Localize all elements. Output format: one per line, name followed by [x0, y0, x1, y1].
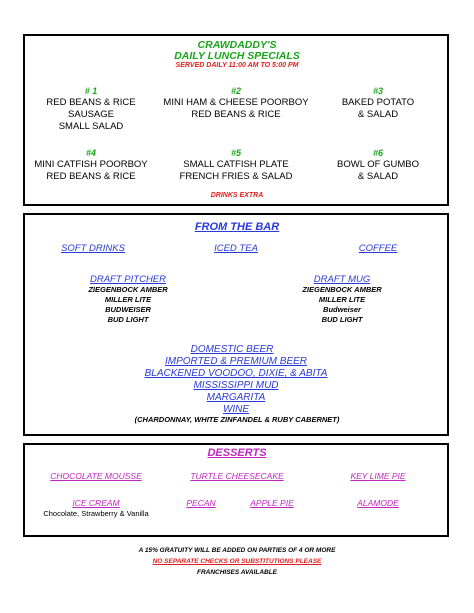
bar-title: FROM THE BAR — [194, 221, 280, 233]
soft-drinks-item: SOFT DRINKS — [61, 243, 125, 254]
special-1-number: # 1 — [84, 86, 98, 96]
special-4-line-1: MINI CATFISH POORBOY — [34, 159, 148, 170]
special-2-number: #2 — [230, 86, 242, 96]
wine-note: (CHARDONNAY, WHITE ZINFANDEL & RUBY CABERNET) — [134, 415, 340, 424]
dessert-turtle-cheesecake: TURTLE CHEESECAKE — [190, 471, 284, 481]
special-4-number: #4 — [85, 148, 97, 158]
specials-title: DAILY LUNCH SPECIALS — [174, 50, 300, 62]
dessert-apple-pie: APPLE PIE — [250, 498, 294, 508]
draft-pitcher-label: DRAFT PITCHER — [90, 274, 166, 285]
draft-pitcher-beer: BUD LIGHT — [107, 315, 149, 324]
special-6-line-2: & SALAD — [357, 171, 399, 182]
imported-beer-item: IMPORTED & PREMIUM BEER — [164, 356, 308, 367]
restaurant-title: CRAWDADDY'S — [197, 39, 277, 51]
dessert-ice-cream: ICE CREAM — [72, 498, 120, 508]
margarita-item: MARGARITA — [206, 392, 266, 403]
special-3-line-1: BAKED POTATO — [341, 97, 415, 108]
draft-mug-label: DRAFT MUG — [313, 274, 371, 285]
dessert-chocolate-mousse: CHOCOLATE MOUSSE — [50, 471, 142, 481]
special-4-line-2: RED BEANS & RICE — [46, 171, 136, 182]
dessert-key-lime-pie: KEY LIME PIE — [350, 471, 406, 481]
drinks-extra-note: DRINKS EXTRA — [210, 192, 264, 199]
special-2-line-1: MINI HAM & CHEESE POORBOY — [163, 97, 309, 108]
special-5-number: #5 — [230, 148, 242, 158]
local-beer-item: BLACKENED VOODOO, DIXIE, & ABITA — [144, 368, 328, 379]
no-separate-checks-note: NO SEPARATE CHECKS OR SUBSTITUTIONS PLEASE — [152, 558, 322, 565]
coffee-item: COFFEE — [358, 243, 398, 254]
draft-mug-beer: Budweiser — [323, 305, 361, 314]
desserts-title: DESSERTS — [207, 447, 267, 459]
dessert-alamode: ALAMODE — [357, 498, 399, 508]
mississippi-mud-item: MISSISSIPPI MUD — [193, 380, 279, 391]
franchises-note: FRANCHISES AVAILABLE — [196, 569, 278, 576]
special-6-number: #6 — [372, 148, 384, 158]
ice-cream-flavors: Chocolate, Strawberry & Vanilla — [43, 509, 149, 518]
special-6-line-1: BOWL OF GUMBO — [337, 159, 419, 170]
dessert-pecan: PECAN — [186, 498, 216, 508]
draft-pitcher-beer: MILLER LITE — [104, 295, 152, 304]
iced-tea-item: ICED TEA — [214, 243, 258, 254]
special-2-line-2: RED BEANS & RICE — [191, 109, 281, 120]
gratuity-note: A 15% GRATUITY WILL BE ADDED ON PARTIES OF 4 OR MORE — [138, 547, 336, 554]
wine-item: WINE — [222, 404, 250, 415]
draft-pitcher-beer: BUDWEISER — [105, 305, 151, 314]
special-3-number: #3 — [372, 86, 384, 96]
special-1-line-2: SAUSAGE — [68, 109, 114, 120]
domestic-beer-item: DOMESTIC BEER — [190, 344, 274, 355]
draft-mug-beer: ZIEGENBOCK AMBER — [302, 285, 382, 294]
special-5-line-2: FRENCH FRIES & SALAD — [179, 171, 293, 182]
special-1-line-1: RED BEANS & RICE — [46, 97, 136, 108]
special-3-line-2: & SALAD — [357, 109, 399, 120]
special-5-line-1: SMALL CATFISH PLATE — [183, 159, 289, 170]
special-1-line-3: SMALL SALAD — [58, 121, 124, 132]
served-hours: SERVED DAILY 11:00 AM TO 5:00 PM — [175, 62, 299, 69]
draft-mug-beer: MILLER LITE — [318, 295, 366, 304]
draft-mug-beer: BUD LIGHT — [321, 315, 363, 324]
draft-pitcher-beer: ZIEGENBOCK AMBER — [88, 285, 168, 294]
